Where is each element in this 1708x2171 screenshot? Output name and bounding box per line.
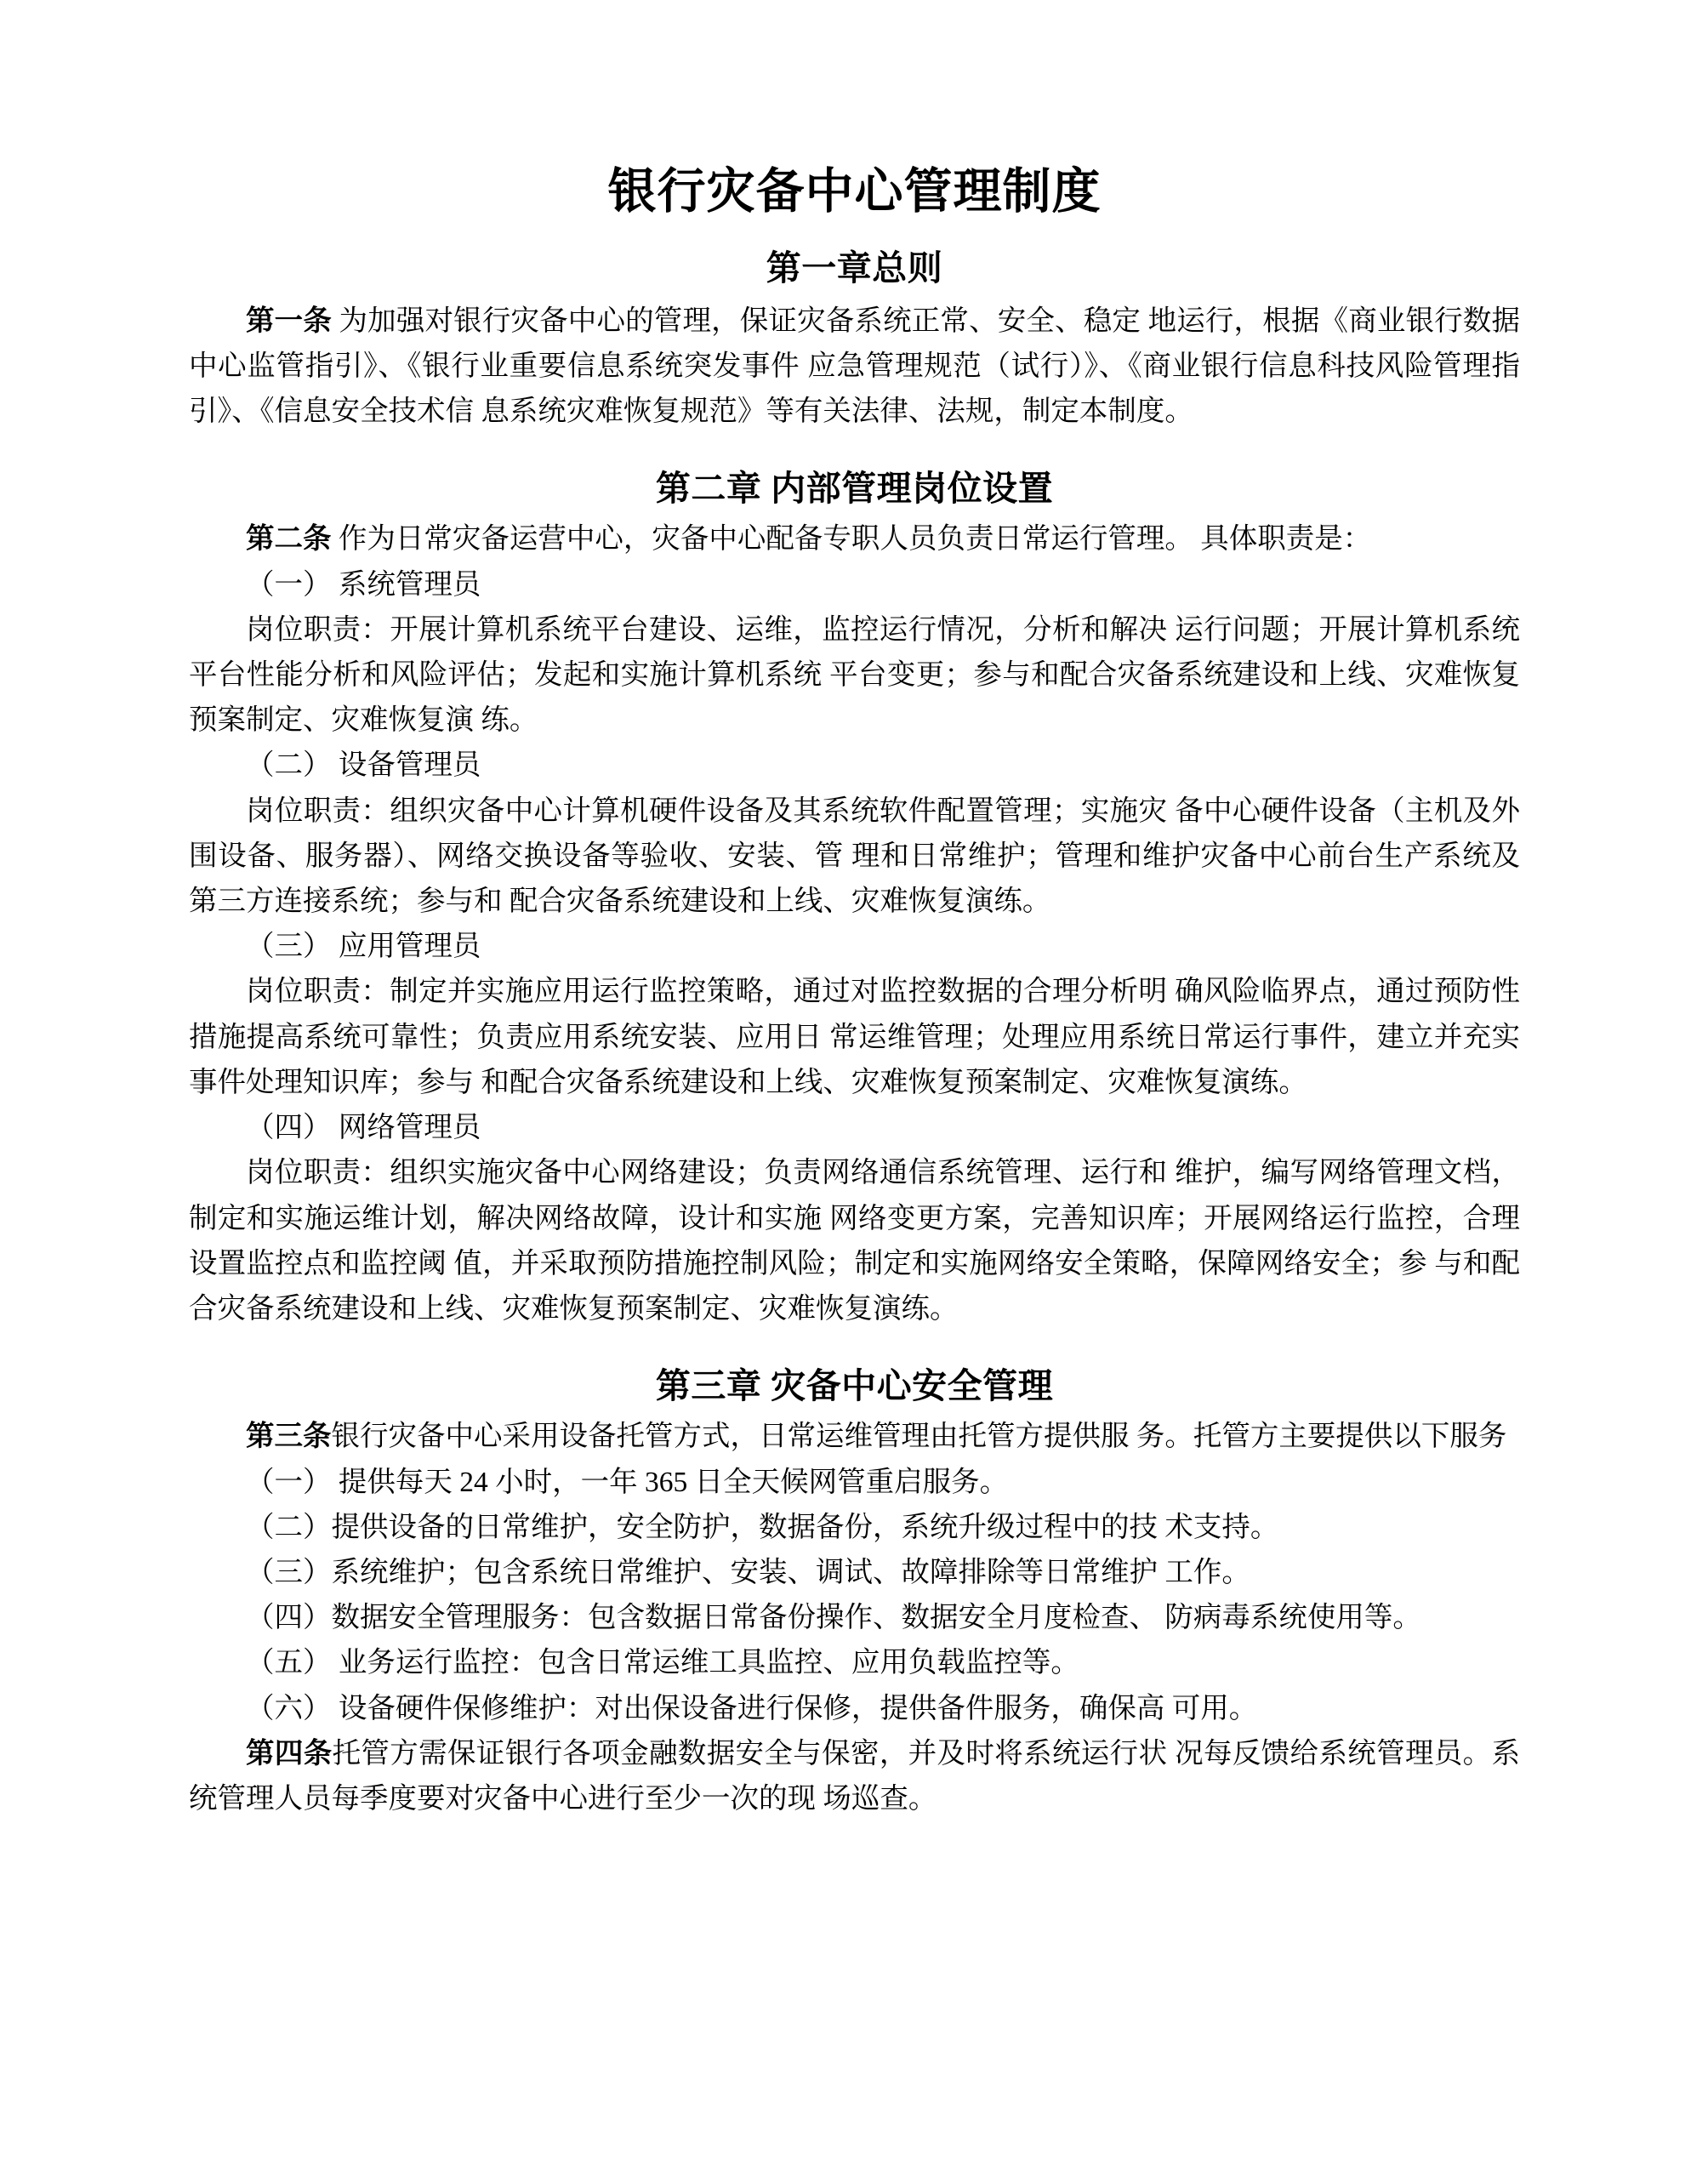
article-label: 第三条 bbox=[246, 1421, 332, 1453]
page-title: 银行灾备中心管理制度 bbox=[607, 165, 1102, 219]
article-text: 作为日常灾备运营中心，灾备中心配备专职人员负责日常运行管理。 具体职责是： bbox=[331, 523, 1372, 556]
article-text: 托管方需保证银行各项金融数据安全与保密，并及时将系统运行状 况每反馈给系统管理员。系统管理人员每季度要对灾备中心进行至少一次的现 场巡查。 bbox=[189, 1737, 1521, 1815]
list-item: （六） 设备硬件保修维护：对出保设备进行保修，提供备件服务，确保高 可用。 bbox=[246, 1692, 1258, 1724]
list-item: （三）系统维护；包含系统日常维护、安装、调试、故障排除等日常维护 工作。 bbox=[246, 1557, 1250, 1589]
list-item: （四） 网络管理员 bbox=[246, 1112, 481, 1144]
paragraph: 岗位职责：开展计算机系统平台建设、运维，监控运行情况，分析和解决 运行问题；开展计算机系统平台性能分析和风险评估；发起和实施计算机系统 平台变更；参与和配合灾备系统建设和上线、灾难恢复预案制定、灾难恢复演 练。 bbox=[189, 613, 1520, 737]
paragraph bbox=[189, 516, 1520, 561]
list-item: （二）提供设备的日常维护，安全防护，数据备份，系统升级过程中的技 术支持。 bbox=[246, 1511, 1279, 1543]
chapter-heading-1: 第一章总则 bbox=[766, 248, 943, 288]
paragraph: 岗位职责：组织灾备中心计算机硬件设备及其系统软件配置管理；实施灾 备中心硬件设备（主机及外围设备、服务器）、网络交换设备等验收、安装、管 理和日常维护；管理和维护灾备中心前台生产系统及第三方连接系统；参与和 配合灾备系统建设和上线、灾难恢复演练。 bbox=[189, 795, 1520, 918]
article-text: 银行灾备中心采用设备托管方式，日常运维管理由托管方提供服 务。托管方主要提供以下服务 bbox=[331, 1421, 1507, 1453]
list-item: （三） 应用管理员 bbox=[246, 931, 481, 963]
list-item: （一） 提供每天 24 小时，一年 365 日全天候网管重启服务。 bbox=[246, 1466, 1009, 1498]
chapter-heading-2: 第二章 内部管理岗位设置 bbox=[655, 469, 1054, 509]
article-text: 为加强对银行灾备中心的管理，保证灾备系统正常、安全、稳定 地运行，根据《商业银行数据中心监管指引》、《银行业重要信息系统突发事件 应急管理规范（试行）》、《商业银行信息科技风险管理指引》、《信息安全技术信 息系统灾难恢复规范》等有关法律、法规，制定本制度。 bbox=[189, 305, 1520, 427]
paragraph: 岗位职责：组织实施灾备中心网络建设；负责网络通信系统管理、运行和 维护，编写网络管理文档，制定和实施运维计划，解决网络故障，设计和实施 网络变更方案，完善知识库；开展网络运行监控，合理设置监控点和监控阈 值，并采取预防措施控制风险；制定和实施网络安全策略，保障网络安全；参 与和配合灾备系统建设和上线、灾难恢复预案制定、灾难恢复演练。 bbox=[189, 1157, 1520, 1325]
paragraph bbox=[189, 1731, 1520, 1821]
document-content bbox=[189, 0, 1520, 1821]
list-item: （二） 设备管理员 bbox=[246, 749, 481, 782]
article-label: 第四条 bbox=[246, 1737, 333, 1769]
paragraph bbox=[189, 1414, 1520, 1459]
paragraph: 岗位职责：制定并实施应用运行监控策略，通过对监控数据的合理分析明 确风险临界点，通过预防性措施提高系统可靠性；负责应用系统安装、应用日 常运维管理；处理应用系统日常运行事件，建立并充实事件处理知识库；参与 和配合灾备系统建设和上线、灾难恢复预案制定、灾难恢复演练。 bbox=[189, 976, 1520, 1098]
paragraph bbox=[189, 299, 1520, 435]
list-item: （一） 系统管理员 bbox=[246, 568, 481, 601]
list-item: （四）数据安全管理服务：包含数据日常备份操作、数据安全月度检查、 防病毒系统使用等。 bbox=[246, 1602, 1421, 1634]
article-label: 第一条 bbox=[246, 305, 332, 337]
article-label: 第二条 bbox=[246, 523, 332, 556]
chapter-heading-3: 第三章 灾备中心安全管理 bbox=[655, 1366, 1054, 1406]
list-item: （五） 业务运行监控：包含日常运维工具监控、应用负载监控等。 bbox=[246, 1647, 1079, 1679]
